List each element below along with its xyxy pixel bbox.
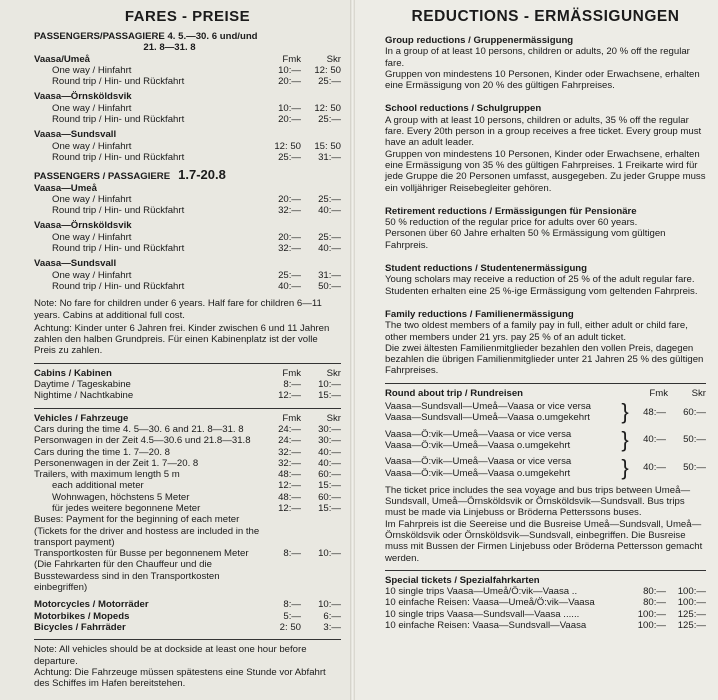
brace-icon: }	[621, 454, 629, 480]
fare-label: Bicycles / Fahrräder	[34, 621, 126, 633]
buses-de-label: Transportkosten für Busse per begonnenem Meter	[34, 548, 249, 560]
fares-page	[0, 0, 349, 700]
fare-skr: 60:—	[318, 491, 341, 503]
fare-skr: 15:—	[318, 502, 341, 514]
season1-dates-second: 21. 8—31. 8	[143, 42, 196, 54]
buses-fmk: 8:—	[283, 548, 301, 560]
fare-fmk: 48:—	[278, 491, 301, 503]
fare-label: Round trip / Hin- und Rückfahrt	[52, 76, 185, 88]
route-header-row	[34, 54, 341, 65]
family-de: Die zwei ältesten Familienmitglieder bezahlen den vollen Preis, dagegen bezahlen die übrigen Familienmitglieder unter 21 Jahren 25 % des gültigen Fahrpreises.	[385, 342, 704, 377]
group-header: Group reductions / Gruppenermässigung	[385, 35, 574, 46]
fare-skr: 31:—	[318, 151, 341, 163]
route-name: Vaasa—Örnsköldsvik	[34, 220, 132, 232]
divider	[385, 570, 706, 571]
fare-skr: 12: 50	[314, 64, 341, 76]
fare-fmk: 20:—	[278, 193, 301, 205]
fare-skr: 40:—	[318, 243, 341, 255]
fare-fmk: 8:—	[283, 599, 301, 611]
fare-row	[34, 65, 341, 76]
fare-skr: 40:—	[318, 205, 341, 217]
roundabout-line: Vaasa—Ö:vik—Umeå—Vaasa or vice versa	[385, 428, 572, 440]
retire-de: Personen über 60 Jahre erhalten 50 % Ermässigung vom gültigen Fahrpreis.	[385, 228, 666, 251]
fare-label: 10 einfache Reisen: Vaasa—Sundsvall—Vaasa	[385, 620, 587, 632]
fare-skr: 15:—	[318, 390, 341, 402]
fare-label: Personwagen in der Zeit 4.5—30.6 und 21.8—31.8	[34, 435, 251, 447]
fare-skr: 60:—	[318, 469, 341, 481]
fare-fmk: 80:—	[643, 586, 666, 598]
roundabout-line: Vaasa—Ö:vik—Umeå—Vaasa or vice versa	[385, 456, 572, 468]
fare-fmk: 40:—	[643, 461, 666, 473]
fare-label: Round trip / Hin- und Rückfahrt	[52, 114, 185, 126]
cabins-table	[34, 379, 341, 402]
fare-row	[34, 205, 341, 216]
fare-row	[34, 622, 341, 633]
fare-fmk: 40:—	[278, 280, 301, 292]
cabins-header: Cabins / Kabinen	[34, 367, 112, 379]
family-header: Family reductions / Familienermässigung	[385, 308, 574, 320]
route-name: Vaasa—Umeå	[34, 182, 97, 194]
roundabout-lines	[385, 456, 618, 479]
fare-skr: 15: 50	[314, 140, 341, 152]
fare-fmk: 20:—	[278, 114, 301, 126]
fare-label: One way / Hinfahrt	[52, 269, 132, 281]
fare-row	[34, 480, 341, 491]
fare-label: 10 single trips Vaasa—Umeå/Ö:vik—Vaasa ..	[385, 586, 578, 598]
fare-skr: 50:—	[683, 461, 706, 473]
fare-label: One way / Hinfahrt	[52, 231, 132, 243]
fare-fmk: 32:—	[278, 457, 301, 469]
fare-fmk: 12: 50	[274, 140, 301, 152]
route-header-row	[34, 129, 341, 140]
special-table	[385, 586, 706, 631]
school-header: School reductions / Schulgruppen	[385, 103, 542, 115]
fare-fmk: 20:—	[278, 231, 301, 243]
fare-skr: 25:—	[318, 193, 341, 205]
route-header-row	[34, 258, 341, 269]
fare-fmk: 24:—	[278, 423, 301, 435]
fare-skr: 30:—	[318, 435, 341, 447]
fare-row	[34, 424, 341, 435]
divider	[34, 408, 341, 409]
season1-header-row	[34, 42, 341, 53]
fare-skr: 40:—	[318, 446, 341, 458]
achtung-vehicles: Achtung: Die Fahrzeuge müssen spätestens eine Stunde vor Abfahrt des Schiffes im Hafen bereitstehen.	[34, 666, 326, 690]
col-fmk: Fmk	[282, 412, 301, 424]
fare-fmk: 32:—	[278, 446, 301, 458]
roundabout-line: Vaasa—Ö:vik—Umeå—Vaasa o.umgekehrt	[385, 439, 571, 451]
divider	[34, 639, 341, 640]
fare-fmk: 12:—	[278, 502, 301, 514]
brace-icon: }	[621, 426, 629, 452]
fare-fmk: 32:—	[278, 243, 301, 255]
fare-skr: 12: 50	[314, 102, 341, 114]
brace-icon: }	[621, 399, 629, 425]
fare-fmk: 32:—	[278, 205, 301, 217]
fare-skr: 10:—	[318, 599, 341, 611]
vehicles-header-row	[34, 413, 341, 424]
fare-skr: 125:—	[677, 620, 706, 632]
fare-row	[34, 435, 341, 446]
roundabout-row	[385, 426, 706, 452]
fare-label: Cars during the time 1. 7—20. 8	[34, 446, 170, 458]
note-children: Note: No fare for children under 6 years. Half fare for children 6—11 years. Cabins at additional full cost.	[34, 298, 322, 321]
fare-row	[34, 103, 341, 114]
route-name: Vaasa—Sundsvall	[34, 129, 117, 141]
season1-header: PASSENGERS/PASSAGIERE 4. 5.—30. 6 und/und	[34, 31, 258, 42]
fare-row	[34, 152, 341, 163]
fare-row	[385, 586, 706, 597]
fare-label: 10 single trips Vaasa—Sundsvall—Vaasa ......	[385, 608, 580, 620]
fare-row	[34, 379, 341, 390]
fare-fmk: 12:—	[278, 390, 301, 402]
buses-de-note: (Die Fahrkarten für den Chauffeur und die Busstewardess sind in den Transportkosten einbegriffen)	[34, 559, 220, 594]
fare-row	[34, 194, 341, 205]
fare-label: Trailers, with maximum length 5 m	[34, 469, 180, 481]
fare-label: Wohnwagen, höchstens 5 Meter	[52, 491, 190, 503]
fare-fmk: 25:—	[278, 269, 301, 281]
fare-label: One way / Hinfahrt	[52, 193, 132, 205]
fare-row	[34, 469, 341, 480]
vehicles-header: Vehicles / Fahrzeuge	[34, 412, 129, 424]
fare-skr: 31:—	[318, 269, 341, 281]
season2-header: PASSENGERS / PASSAGIERE	[34, 171, 171, 183]
fare-fmk: 12:—	[278, 480, 301, 492]
fare-fmk: 48:—	[643, 406, 666, 418]
fare-fmk: 10:—	[278, 102, 301, 114]
roundabout-row	[385, 456, 706, 479]
fare-label: One way / Hinfahrt	[52, 64, 132, 76]
roundabout-line: Vaasa—Sundsvall—Umeå—Vaasa o.umgekehrt	[385, 412, 590, 424]
fare-label: One way / Hinfahrt	[52, 140, 132, 152]
fare-row	[34, 281, 341, 292]
col-skr: Skr	[326, 412, 341, 424]
fare-row	[34, 599, 341, 610]
fare-skr: 50:—	[683, 434, 706, 446]
route-header-row	[34, 220, 341, 231]
season1-fare-table	[34, 54, 341, 164]
fare-label: für jedes weitere begonnene Meter	[52, 502, 201, 514]
fare-fmk: 24:—	[278, 435, 301, 447]
roundabout-line: Vaasa—Sundsvall—Umeå—Vaasa or vice versa	[385, 401, 591, 413]
fare-label: Round trip / Hin- und Rückfahrt	[52, 205, 185, 217]
fare-label: Motorbikes / Mopeds	[34, 610, 130, 622]
roundabout-table	[385, 401, 706, 479]
fare-fmk: 48:—	[278, 469, 301, 481]
fare-fmk: 25:—	[278, 151, 301, 163]
fare-label: Personenwagen in der Zeit 1. 7—20. 8	[34, 457, 199, 469]
divider	[34, 363, 341, 364]
fare-skr: 3:—	[323, 621, 341, 633]
moto-table	[34, 599, 341, 633]
route-name: Vaasa/Umeå	[34, 53, 91, 65]
fare-row	[385, 597, 706, 608]
achtung-children: Achtung: Kinder unter 6 Jahren frei. Kinder zwischen 6 und 11 Jahren zahlen den halben Grundpreis. Für einen Kabinenplatz ist der volle Preis zu zahlen.	[34, 322, 330, 357]
fare-fmk: 2: 50	[279, 621, 301, 633]
fare-label: Motorcycles / Motorräder	[34, 599, 149, 611]
retire-header: Retirement reductions / Ermässigungen für Pensionäre	[385, 205, 637, 217]
special-header: Special tickets / Spezialfahrkarten	[385, 574, 540, 586]
group-de: Gruppen von mindestens 10 Personen, Kinder oder Erwachsene, erhalten eine Ermässigung von 20 % des gültigen Fahrpreises.	[385, 68, 700, 92]
fare-fmk: 5:—	[283, 610, 301, 622]
roundabout-line: Vaasa—Ö:vik—Umeå—Vaasa o.umgekehrt	[385, 467, 571, 479]
route-name: Vaasa—Örnsköldsvik	[34, 91, 132, 103]
col-skr: Skr	[691, 387, 706, 399]
buses-text: Buses: Payment for the beginning of each meter (Tickets for the driver and hostess are included in the transport payment)	[34, 514, 260, 548]
fares-title: FARES - PREISE	[124, 8, 251, 25]
fare-label: One way / Hinfahrt	[52, 102, 132, 114]
buses-skr: 10:—	[318, 548, 341, 560]
fare-skr: 100:—	[677, 586, 706, 598]
fare-label: 10 einfache Reisen: Vaasa—Umeå/Ö:vik—Vaasa	[385, 597, 595, 609]
student-de: Studenten erhalten eine 25 %-ige Ermässigung vom geltenden Fahrpreis.	[385, 285, 698, 297]
divider	[385, 383, 706, 384]
fare-row	[34, 492, 341, 503]
fare-row	[34, 76, 341, 87]
fare-label: Cars during the time 4. 5—30. 6 and 21. 8—31. 8	[34, 423, 244, 435]
fare-skr: 125:—	[677, 608, 706, 620]
fare-row	[34, 114, 341, 125]
retire-en: 50 % reduction of the regular price for adults over 60 years.	[385, 217, 638, 229]
fare-skr: 40:—	[318, 457, 341, 469]
fare-label: each additional meter	[52, 480, 144, 492]
fare-row	[34, 141, 341, 152]
col-fmk: Fmk	[282, 367, 301, 379]
student-en: Young scholars may receive a reduction of 25 % of the adult regular fare.	[385, 274, 695, 286]
fare-row	[34, 232, 341, 243]
note-vehicles: Note: All vehicles should be at dockside at least one hour before departure.	[34, 644, 307, 667]
fare-skr: 60:—	[683, 406, 706, 418]
school-de: Gruppen von mindestens 10 Personen, Kinder oder Erwachsene, erhalten eine Ermässigung von 35 % des gültigen Fahrpreises. 1 Freikarte wird für jede Gruppe die 20 Personen umfasst, ausgegeben. Zu jeder Gruppe muss ein volljähriger Reisebegleiter gehören.	[385, 148, 706, 194]
col-skr: Skr	[326, 367, 341, 379]
fare-row	[34, 270, 341, 281]
season2-header-row	[34, 169, 341, 182]
ticket-en: The ticket price includes the sea voyage and bus trips between Umeå—Sundsvall, Umeå—Örnsköldsvik or Örnsköldsvik—Sundsvall. Bus trips must be made via Linjebuss or Bröderna Petterssons buses.	[385, 484, 691, 519]
fare-fmk: 100:—	[637, 608, 666, 620]
fare-skr: 25:—	[318, 76, 341, 88]
fare-fmk: 8:—	[283, 379, 301, 391]
fare-skr: 6:—	[323, 610, 341, 622]
student-header: Student reductions / Studentenermässigung	[385, 263, 588, 275]
roundabout-lines	[385, 401, 618, 424]
roundabout-lines	[385, 429, 618, 452]
fare-skr: 15:—	[318, 480, 341, 492]
roundabout-row	[385, 401, 706, 424]
school-en: A group with at least 10 persons, children or adults, 35 % off the regular fare. Every 20th person in a group receives a free ticket. Every group must have an adult leader.	[385, 114, 702, 149]
route-header-row	[34, 91, 341, 102]
fare-label: Round trip / Hin- und Rückfahrt	[52, 151, 185, 163]
fare-fmk: 10:—	[278, 64, 301, 76]
vehicles-table	[34, 424, 341, 514]
col-skr: Skr	[326, 53, 341, 65]
season2-dates: 1.7-20.8	[178, 167, 226, 183]
reductions-title: REDUCTIONS - ERMÄSSIGUNGEN	[411, 8, 680, 25]
fare-label: Daytime / Tageskabine	[34, 379, 131, 391]
ticket-de: Im Fahrpreis ist die Seereise und die Busreise Umeå—Sundsvall, Umeå—Örnsköldsvik oder Örnsköldsvik—Sundsvall, einbegriffen. Die Busreise muss mit Bussen der Firmen Linjebuss oder Bröderna Pettersson gemacht werden.	[385, 518, 703, 564]
fare-label: Nightime / Nachtkabine	[34, 390, 134, 402]
fare-fmk: 100:—	[637, 620, 666, 632]
fare-label: Round trip / Hin- und Rückfahrt	[52, 280, 185, 292]
cabins-header-row	[34, 368, 341, 379]
season2-fare-table	[34, 183, 341, 293]
fare-row	[34, 458, 341, 469]
group-en: In a group of at least 10 persons, children or adults, 20 % off the regular fare.	[385, 46, 690, 69]
col-fmk: Fmk	[282, 53, 301, 65]
fare-skr: 30:—	[318, 423, 341, 435]
buses-row	[34, 548, 341, 559]
fare-row	[34, 611, 341, 622]
fare-skr: 100:—	[677, 597, 706, 609]
fare-fmk: 20:—	[278, 76, 301, 88]
fare-row	[34, 447, 341, 458]
fare-skr: 10:—	[318, 379, 341, 391]
fare-row	[385, 620, 706, 631]
route-name: Vaasa—Sundsvall	[34, 258, 117, 270]
fare-row	[34, 503, 341, 514]
fare-row	[385, 609, 706, 620]
fare-label: Round trip / Hin- und Rückfahrt	[52, 243, 185, 255]
col-fmk: Fmk	[649, 387, 668, 399]
route-header-row	[34, 183, 341, 194]
fare-row	[34, 243, 341, 254]
fare-row	[34, 390, 341, 401]
fare-fmk: 40:—	[643, 434, 666, 446]
fare-skr: 50:—	[318, 280, 341, 292]
fare-skr: 25:—	[318, 231, 341, 243]
reductions-page	[355, 0, 718, 700]
roundabout-header-row	[385, 388, 706, 399]
fare-skr: 25:—	[318, 114, 341, 126]
family-en: The two oldest members of a family pay in full, either adult or child fare, other members under 21 yrs. pay 25 % of an adult ticket.	[385, 320, 688, 343]
fare-fmk: 80:—	[643, 597, 666, 609]
roundabout-header: Round about trip / Rundreisen	[385, 387, 524, 399]
